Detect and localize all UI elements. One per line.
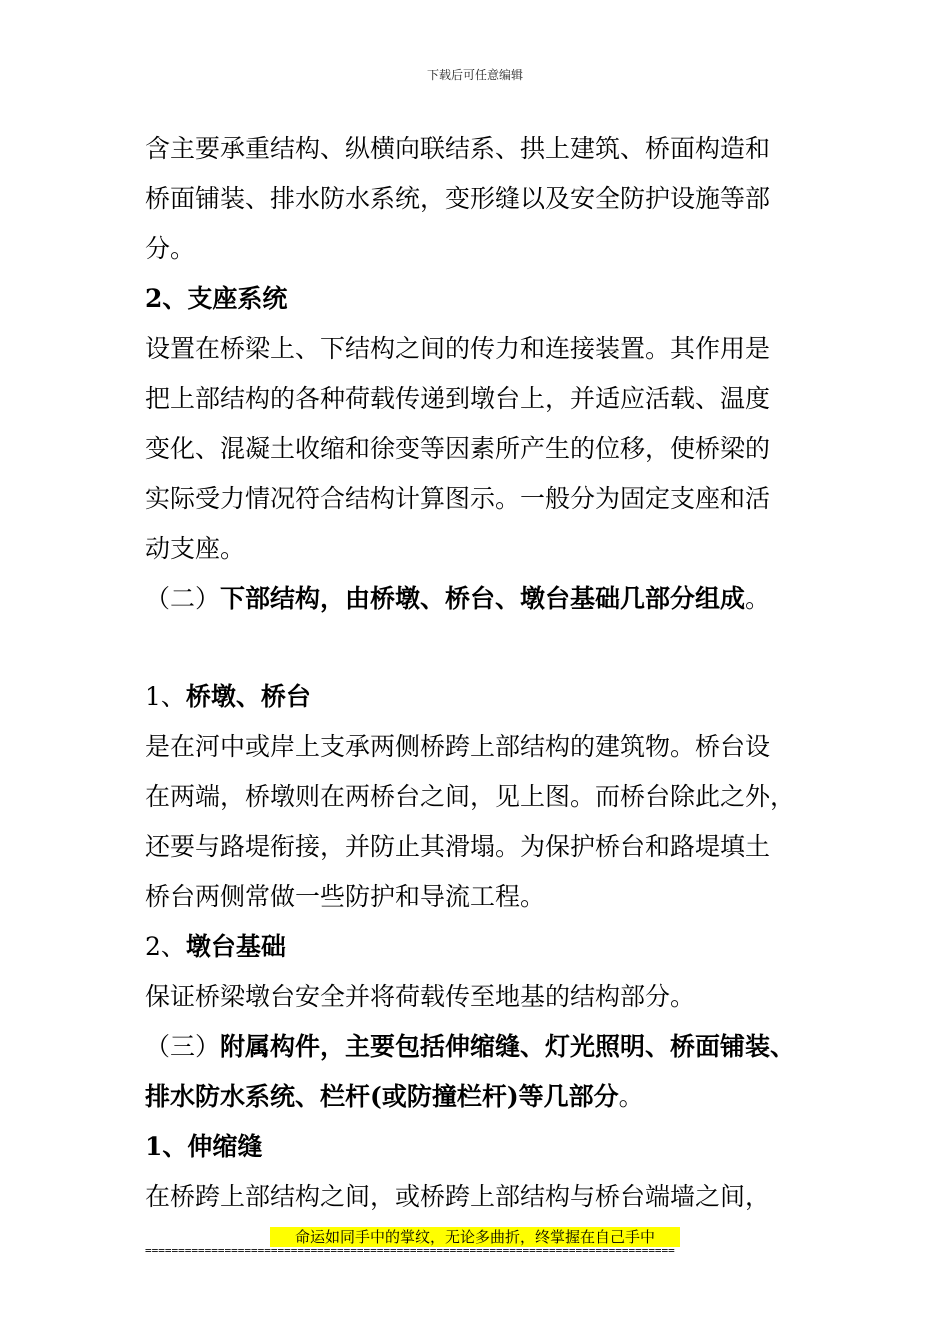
part-heading-title: 下部结构，由桥墩、桥台、墩台基础几部分组成 bbox=[220, 584, 746, 613]
part-heading-title: 排水防水系统、栏杆(或防撞栏杆)等几部分 bbox=[145, 1082, 619, 1111]
part-heading-end: 。 bbox=[618, 1082, 644, 1111]
paragraph-line: 是在河中或岸上支承两侧桥跨上部结构的建筑物。桥台设 bbox=[145, 732, 771, 761]
part-heading-prefix: （二） bbox=[145, 584, 221, 613]
footer-divider: ================================================================================ bbox=[145, 1244, 675, 1257]
part-heading bbox=[145, 584, 770, 614]
paragraph-line: 还要与路堤衔接，并防止其滑塌。为保护桥台和路堤填土 bbox=[145, 832, 771, 861]
paragraph-line: 桥面铺装、排水防水系统，变形缝以及安全防护设施等部 bbox=[145, 184, 771, 213]
footer-motto: 命运如同手中的掌纹，无论多曲折，终掌握在自己手中 bbox=[270, 1227, 680, 1247]
section-title: 墩台基础 bbox=[185, 932, 286, 961]
paragraph-line: 变化、混凝土收缩和徐变等因素所产生的位移，使桥梁的 bbox=[145, 434, 771, 463]
part-heading-end: 。 bbox=[745, 584, 771, 613]
paragraph-line: 实际受力情况符合结构计算图示。一般分为固定支座和活 bbox=[145, 484, 771, 513]
page-header: 下载后可任意编辑 bbox=[426, 68, 523, 82]
paragraph-line: 分。 bbox=[145, 234, 196, 263]
section-number: 2、 bbox=[145, 932, 186, 961]
paragraph-line: 设置在桥梁上、下结构之间的传力和连接装置。其作用是 bbox=[145, 334, 771, 363]
section-heading bbox=[145, 932, 286, 962]
paragraph-line: 在桥跨上部结构之间，或桥跨上部结构与桥台端墙之间， bbox=[145, 1182, 771, 1211]
paragraph-line: 保证桥梁墩台安全并将荷载传至地基的结构部分。 bbox=[145, 982, 696, 1011]
paragraph-line: 桥台两侧常做一些防护和导流工程。 bbox=[145, 882, 546, 911]
paragraph-line: 在两端，桥墩则在两桥台之间，见上图。而桥台除此之外， bbox=[145, 782, 796, 811]
paragraph-line: 动支座。 bbox=[145, 534, 246, 563]
part-heading-prefix: （三） bbox=[145, 1032, 221, 1061]
section-heading bbox=[145, 682, 311, 712]
paragraph-line: 含主要承重结构、纵横向联结系、拱上建筑、桥面构造和 bbox=[145, 134, 771, 163]
section-number: 1、 bbox=[145, 682, 186, 711]
paragraph-line: 把上部结构的各种荷载传递到墩台上，并适应活载、温度 bbox=[145, 384, 771, 413]
section-heading: 2、支座系统 bbox=[145, 284, 288, 313]
part-heading bbox=[145, 1032, 795, 1062]
section-heading: 1、伸缩缝 bbox=[145, 1132, 263, 1161]
part-heading-title: 附属构件，主要包括伸缩缝、灯光照明、桥面铺装、 bbox=[220, 1032, 796, 1061]
section-title: 桥墩、桥台 bbox=[185, 682, 311, 711]
part-heading-continued bbox=[145, 1082, 644, 1112]
